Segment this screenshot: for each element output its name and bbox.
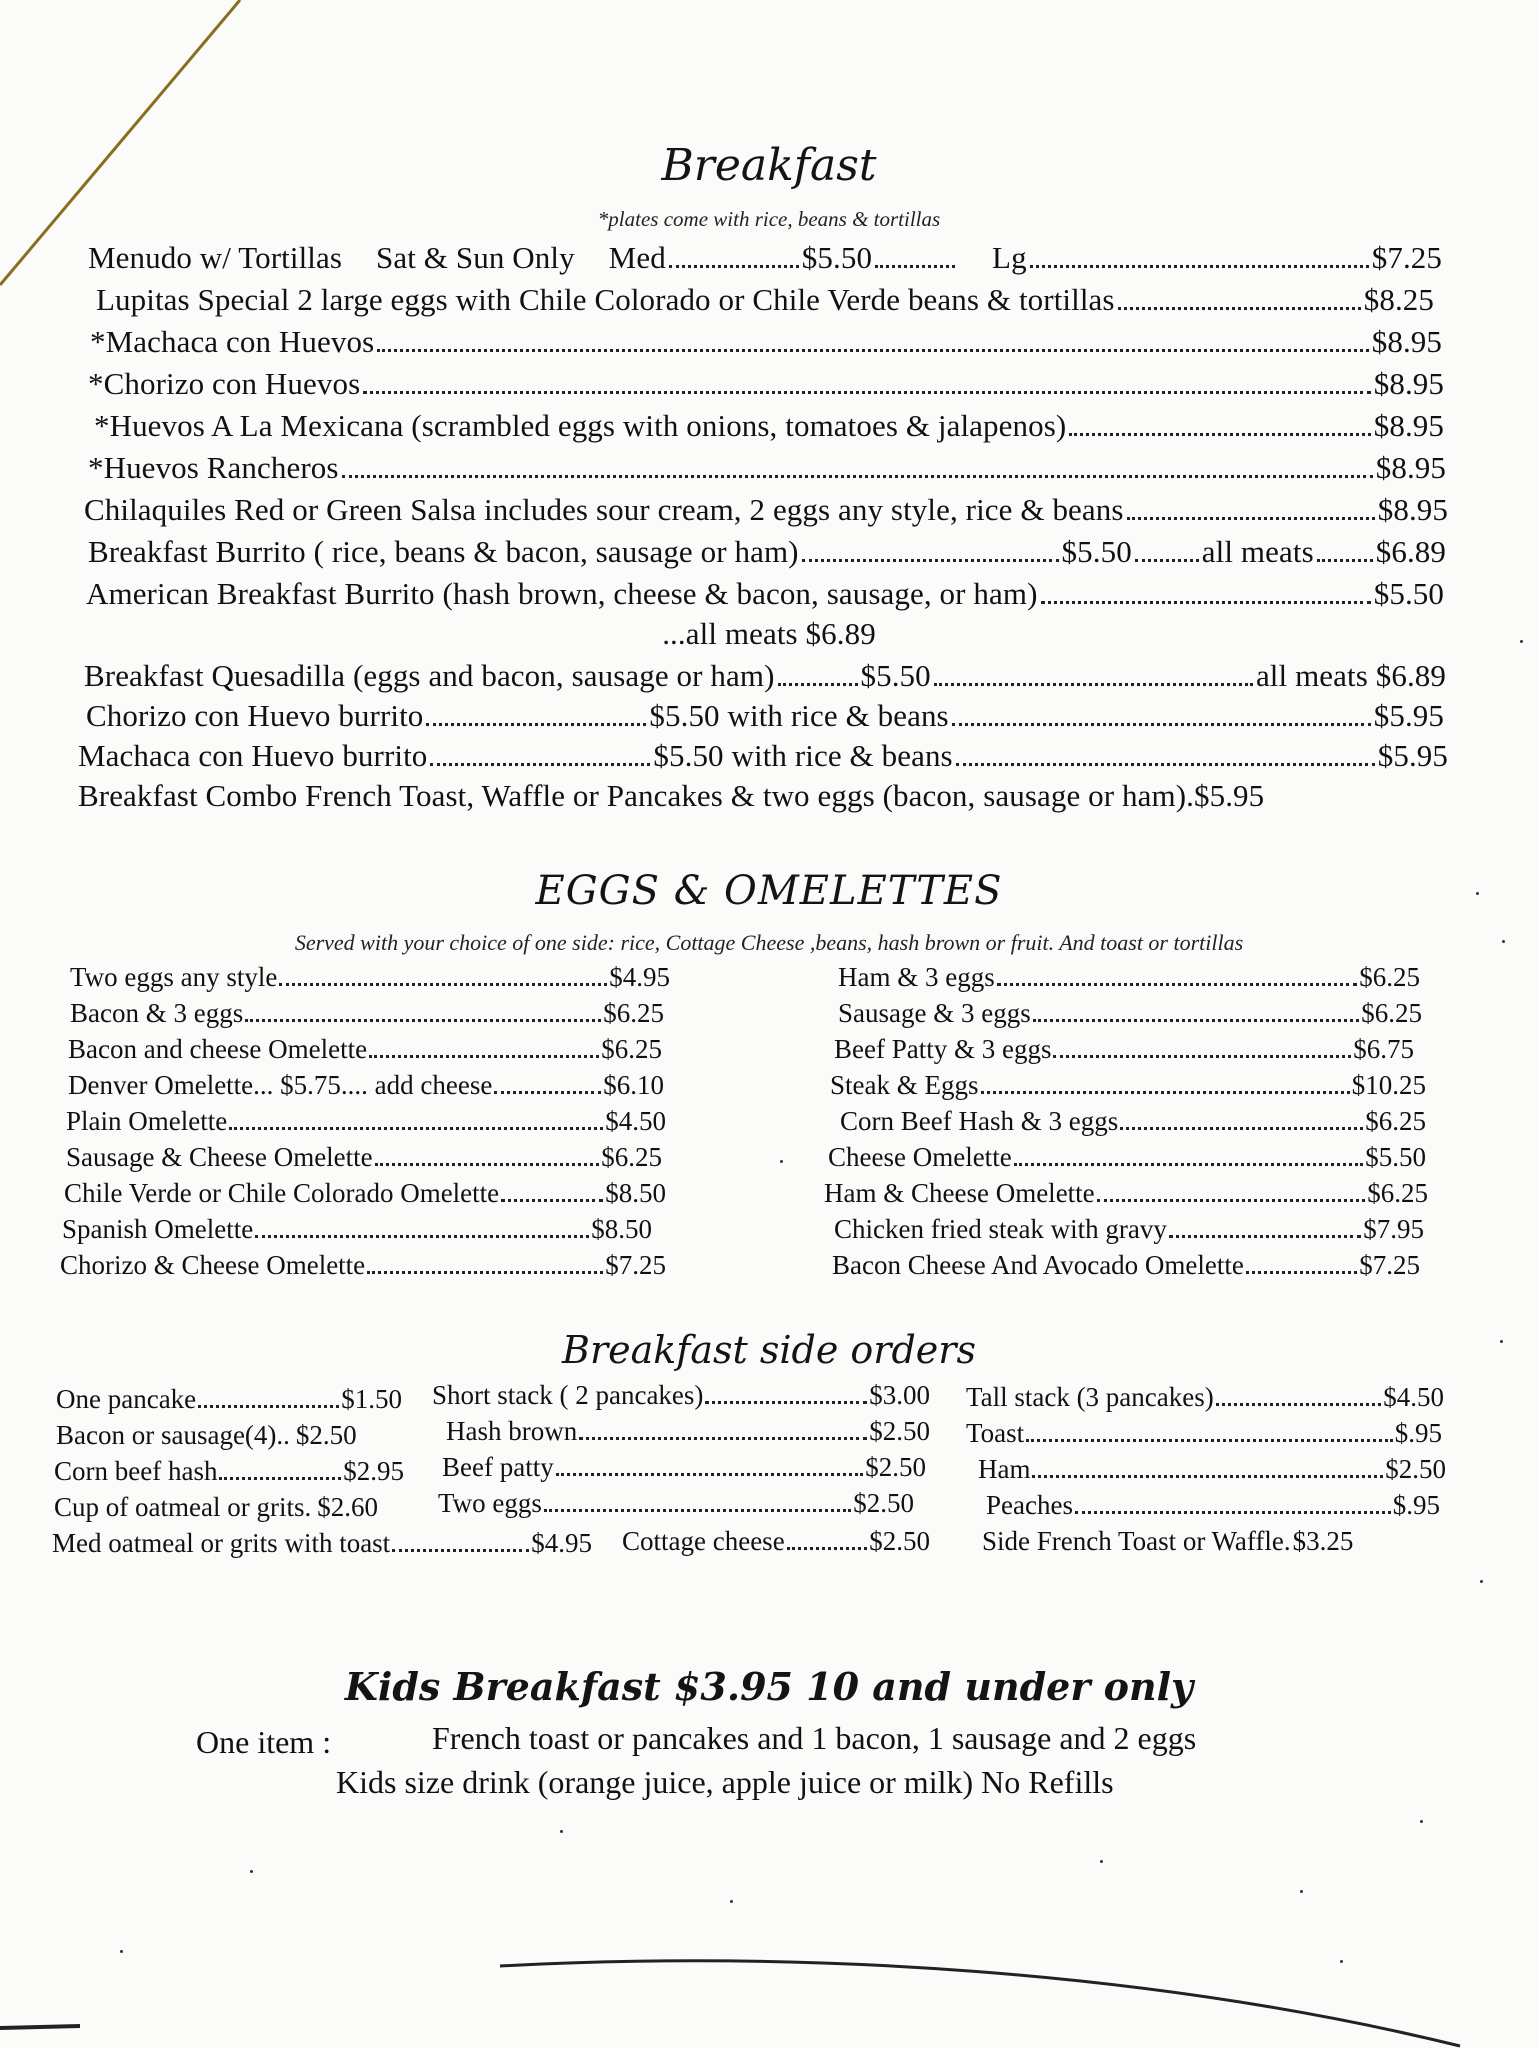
item-price: $5.50 xyxy=(1061,534,1132,569)
item-name: *Machaca con Huevos xyxy=(90,324,375,359)
eggs-subtitle: Served with your choice of one side: rice, Cottage Cheese ,beans, hash brown or fruit. And toast or tortillas xyxy=(294,930,1244,955)
item-price: $8.50 xyxy=(591,1214,652,1244)
item-name: *Huevos A La Mexicana (scrambled eggs with onions, tomatoes & jalapenos) xyxy=(94,408,1067,443)
kids-title: Kids Breakfast $3.95 10 and under only xyxy=(344,1664,1194,1709)
menu-item xyxy=(966,1418,1442,1449)
item-price: $8.95 xyxy=(1373,408,1444,443)
item-price: $6.25 xyxy=(1365,1106,1426,1136)
item-name: Sausage & 3 eggs xyxy=(838,998,1031,1028)
item-name: Cheese Omelette xyxy=(828,1142,1012,1172)
menu-item xyxy=(986,1490,1440,1521)
item-price: $2.50 xyxy=(1385,1454,1446,1484)
bottom-swoosh-line xyxy=(0,1930,1538,2048)
item-price: $6.25 xyxy=(601,1034,662,1064)
item-extra: ...all meats $6.89 xyxy=(662,616,876,651)
item-price: $3.00 xyxy=(869,1380,930,1410)
item-name: Ham & Cheese Omelette xyxy=(824,1178,1095,1208)
menu-item-breakfast-burrito xyxy=(88,534,1446,570)
lg-label: Lg xyxy=(992,240,1027,275)
item-name: One pancake xyxy=(56,1384,197,1414)
menu-item xyxy=(52,1528,592,1559)
item-price: $8.50 xyxy=(605,1178,666,1208)
item-name: Short stack ( 2 pancakes) xyxy=(432,1380,704,1410)
item-price: $6.25 xyxy=(1359,962,1420,992)
menu-item xyxy=(446,1416,930,1447)
menu-item xyxy=(84,492,1448,528)
item-price: $2.50 xyxy=(865,1452,926,1482)
med-label: Med xyxy=(608,240,666,275)
item-name: Corn beef hash xyxy=(54,1456,218,1486)
menu-item xyxy=(982,1526,1418,1557)
menu-item xyxy=(978,1454,1446,1485)
item-price: $6.25 xyxy=(603,998,664,1028)
item-price: $1.50 xyxy=(341,1384,402,1414)
item-price: $4.50 xyxy=(605,1106,666,1136)
menu-item xyxy=(442,1452,926,1483)
speck xyxy=(1420,1820,1423,1823)
menu-item-chorizo-burrito xyxy=(86,698,1444,734)
menu-item xyxy=(94,408,1444,444)
item-name: Two eggs any style xyxy=(70,962,278,992)
item-price: $6.25 xyxy=(1361,998,1422,1028)
menu-item xyxy=(838,962,1420,993)
item-name: Chorizo & Cheese Omelette xyxy=(60,1250,366,1280)
menu-item xyxy=(66,1142,662,1173)
menu-item xyxy=(68,1070,664,1101)
item-name: Corn Beef Hash & 3 eggs xyxy=(840,1106,1119,1136)
breakfast-subtitle: *plates come with rice, beans & tortillas xyxy=(597,207,941,231)
item-price: $5.50 xyxy=(860,658,931,693)
item-price: $4.50 xyxy=(1383,1382,1444,1412)
item-price: $5.95 xyxy=(1373,698,1444,733)
speck xyxy=(1476,892,1479,895)
item-name: Machaca con Huevo burrito xyxy=(78,738,428,773)
menu-item xyxy=(56,1384,402,1415)
item-name: Toast xyxy=(966,1418,1025,1448)
item-name: Lupitas Special 2 large eggs with Chile Colorado or Chile Verde beans & tortillas xyxy=(96,282,1115,317)
menu-item xyxy=(622,1526,930,1557)
menu-item xyxy=(834,1214,1424,1245)
item-name: Bacon Cheese And Avocado Omelette xyxy=(832,1250,1244,1280)
meats-label: all meats xyxy=(1201,534,1314,569)
item-price: $2.50 xyxy=(853,1488,914,1518)
item-price: $8.25 xyxy=(1363,282,1434,317)
item-name: Chilaquiles Red or Green Salsa includes sour cream, 2 eggs any style, rice & beans xyxy=(84,492,1124,527)
item-price: $7.25 xyxy=(605,1250,666,1280)
menu-item xyxy=(828,1142,1426,1173)
menu-item xyxy=(62,1214,652,1245)
item-name: Spanish Omelette xyxy=(62,1214,254,1244)
item-price: $6.10 xyxy=(603,1070,664,1100)
item-price: $2.60 xyxy=(317,1492,378,1522)
menu-item xyxy=(56,1420,406,1451)
item-name: Plain Omelette xyxy=(66,1106,228,1136)
menu-item xyxy=(838,998,1422,1029)
menu-item xyxy=(840,1106,1426,1137)
item-name: Beef patty xyxy=(442,1452,554,1482)
menu-item xyxy=(432,1380,930,1411)
item-price: $6.25 xyxy=(1367,1178,1428,1208)
item-price: $10.25 xyxy=(1351,1070,1426,1100)
menu-item-machaca-burrito xyxy=(78,738,1448,774)
menu-item xyxy=(88,450,1446,486)
item-name: Menudo w/ Tortillas xyxy=(88,240,343,275)
speck xyxy=(730,1900,733,1903)
kids-line-2: Kids size drink (orange juice, apple juice or milk) No Refills xyxy=(336,1764,1114,1800)
menu-item-menudo xyxy=(88,240,1442,276)
menu-item-combo xyxy=(78,778,1450,814)
menu-item-american-burrito xyxy=(86,576,1444,612)
item-name: Bacon & 3 eggs xyxy=(70,998,244,1028)
menu-item xyxy=(66,1106,666,1137)
item-name: Ham & 3 eggs xyxy=(838,962,995,992)
item-price: $2.50 xyxy=(295,1420,357,1450)
item-name: Side French Toast or Waffle. xyxy=(982,1526,1291,1556)
item-name: Breakfast Combo French Toast, Waffle or Pancakes & two eggs (bacon, sausage or ham). xyxy=(78,778,1194,813)
item-name: American Breakfast Burrito (hash brown, cheese & bacon, sausage, or ham) xyxy=(86,576,1038,611)
menu-item-american-extra xyxy=(0,616,1538,652)
item-name: Peaches xyxy=(986,1490,1073,1520)
item-price: $5.95 xyxy=(1377,738,1448,773)
menu-item xyxy=(966,1382,1444,1413)
kids-label: One item : xyxy=(196,1724,332,1760)
item-mid: $5.50 with rice & beans xyxy=(653,738,953,773)
menu-item xyxy=(824,1178,1428,1209)
meats-price: $6.89 xyxy=(1375,534,1446,569)
item-price: $.95 xyxy=(1394,1418,1442,1448)
lg-price: $7.25 xyxy=(1371,240,1442,275)
menu-item xyxy=(834,1034,1414,1065)
item-name: Tall stack (3 pancakes) xyxy=(966,1382,1214,1412)
item-price: $8.95 xyxy=(1377,492,1448,527)
item-mid: $5.50 with rice & beans xyxy=(649,698,949,733)
menu-item xyxy=(96,282,1434,318)
item-name: Bacon and cheese Omelette xyxy=(68,1034,368,1064)
item-name: Bacon or sausage(4).. xyxy=(56,1420,290,1450)
menu-item xyxy=(90,324,1442,360)
item-price: $2.95 xyxy=(343,1456,404,1486)
menu-item xyxy=(438,1488,914,1519)
item-name: Two eggs xyxy=(438,1488,542,1518)
item-price: $5.50 xyxy=(1373,576,1444,611)
item-name: Sausage & Cheese Omelette xyxy=(66,1142,373,1172)
item-name: Cottage cheese xyxy=(622,1526,785,1556)
item-name: Ham xyxy=(978,1454,1031,1484)
item-name: Beef Patty & 3 eggs xyxy=(834,1034,1052,1064)
item-price: $6.75 xyxy=(1353,1034,1414,1064)
menu-item xyxy=(832,1250,1420,1281)
item-name: Chorizo con Huevo burrito xyxy=(86,698,424,733)
item-name: Med oatmeal or grits with toast xyxy=(52,1528,391,1558)
item-price: $6.25 xyxy=(601,1142,662,1172)
menu-item xyxy=(54,1456,404,1487)
menu-item xyxy=(68,1034,662,1065)
menu-item xyxy=(64,1178,666,1209)
item-name: *Chorizo con Huevos xyxy=(88,366,361,401)
item-price: $2.50 xyxy=(869,1416,930,1446)
item-price: $5.95 xyxy=(1194,778,1265,813)
sides-title: Breakfast side orders xyxy=(562,1328,976,1372)
item-note: Sat & Sun Only xyxy=(376,240,575,275)
item-price: $2.50 xyxy=(869,1526,930,1556)
kids-line-1: French toast or pancakes and 1 bacon, 1 sausage and 2 eggs xyxy=(432,1720,1197,1756)
menu-item xyxy=(54,1492,434,1523)
item-price: $8.95 xyxy=(1371,324,1442,359)
menu-item-quesadilla xyxy=(84,658,1446,694)
item-name: Denver Omelette... $5.75.... add cheese xyxy=(68,1070,493,1100)
item-price: $5.50 xyxy=(1365,1142,1426,1172)
breakfast-title: Breakfast xyxy=(661,140,877,191)
speck xyxy=(1520,640,1523,643)
menu-item xyxy=(830,1070,1426,1101)
speck xyxy=(1480,1580,1483,1583)
item-price: $7.25 xyxy=(1359,1250,1420,1280)
speck xyxy=(1502,940,1505,943)
item-price: $8.95 xyxy=(1373,366,1444,401)
eggs-title: EGGS & OMELETTES xyxy=(535,868,1003,914)
item-price: $7.95 xyxy=(1363,1214,1424,1244)
item-name: Hash brown xyxy=(446,1416,578,1446)
item-name: Breakfast Quesadilla (eggs and bacon, sausage or ham) xyxy=(84,658,775,693)
speck xyxy=(1300,1890,1303,1893)
speck xyxy=(250,1870,253,1873)
item-price: $4.95 xyxy=(609,962,670,992)
item-price: $8.95 xyxy=(1375,450,1446,485)
item-name: Steak & Eggs xyxy=(830,1070,979,1100)
item-price: $4.95 xyxy=(531,1528,592,1558)
speck xyxy=(780,1160,783,1163)
item-price: $3.25 xyxy=(1292,1526,1354,1556)
menu-item xyxy=(70,998,664,1029)
item-name: Breakfast Burrito ( rice, beans & bacon, sausage or ham) xyxy=(88,534,799,569)
item-name: Chile Verde or Chile Colorado Omelette xyxy=(64,1178,500,1208)
item-name: Cup of oatmeal or grits. xyxy=(54,1492,312,1522)
speck xyxy=(560,1830,563,1833)
item-name: Chicken fried steak with gravy xyxy=(834,1214,1167,1244)
item-price: $.95 xyxy=(1392,1490,1440,1520)
menu-item xyxy=(60,1250,666,1281)
speck xyxy=(1100,1860,1103,1863)
med-price: $5.50 xyxy=(801,240,873,275)
item-name: *Huevos Rancheros xyxy=(88,450,339,485)
speck xyxy=(1500,1340,1503,1343)
meats-price: all meats $6.89 xyxy=(1255,658,1446,693)
menu-item xyxy=(70,962,670,993)
menu-item xyxy=(88,366,1444,402)
